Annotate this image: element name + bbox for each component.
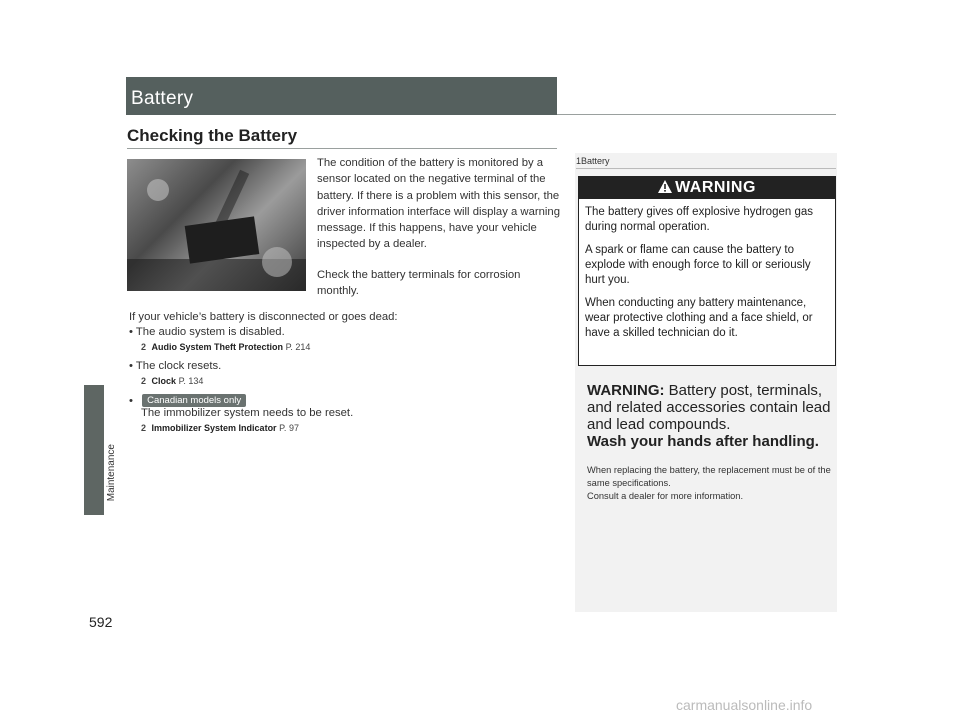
- sidebar-heading-rule: [576, 168, 836, 169]
- bullet-icon: •: [129, 360, 133, 372]
- note-line: Consult a dealer for more information.: [587, 491, 744, 501]
- bullet-icon: •: [129, 326, 133, 338]
- intro-paragraph-1: The condition of the battery is monitored by a sensor located on the negative terminal of the battery. If there is a problem with this sensor, the driver information interface will display a warning message. If this happens, have your vehicle inspected by a dealer.: [317, 157, 560, 251]
- lead-warning-emphasis: Wash your hands after handling.: [587, 433, 819, 450]
- reference-arrow-icon: 2: [141, 342, 147, 352]
- section-title: Battery: [131, 88, 194, 109]
- warning-box: [578, 176, 836, 366]
- reference-page[interactable]: P. 134: [178, 376, 204, 386]
- list-item-text: The clock resets.: [135, 360, 222, 372]
- cross-reference[interactable]: [141, 342, 559, 352]
- replacement-note: [587, 464, 832, 503]
- intro-paragraph-2: Check the battery terminals for corrosion monthly.: [317, 268, 521, 298]
- sidebar-heading-text: Battery: [581, 156, 610, 166]
- bullet-icon: •: [129, 395, 133, 407]
- side-tab-label: Maintenance: [105, 444, 117, 502]
- region-badge: Canadian models only: [142, 394, 246, 407]
- sidebar-heading: [576, 156, 610, 166]
- warning-paragraph: When conducting any battery maintenance, wear protective clothing and a face shield, or have a skilled technician do it.: [585, 297, 813, 339]
- dead-battery-lead: If your vehicle’s battery is disconnected or goes dead:: [129, 311, 398, 323]
- warning-paragraph: A spark or flame can cause the battery to explode with enough force to kill or seriously hurt you.: [585, 244, 811, 286]
- list-item-text: The immobilizer system needs to be reset.: [141, 407, 354, 419]
- cross-reference[interactable]: [141, 376, 559, 386]
- side-tab-label-wrap: [104, 438, 118, 508]
- battery-photo: [127, 159, 306, 291]
- lead-warning-text: [587, 382, 837, 433]
- reference-title[interactable]: Clock: [151, 376, 177, 386]
- warning-paragraph: The battery gives off explosive hydrogen gas during normal operation.: [585, 206, 814, 233]
- watermark: carmanualsonline.info: [676, 697, 813, 713]
- lead-warning-label: WARNING:: [587, 382, 665, 399]
- list-item-text: The audio system is disabled.: [135, 326, 285, 338]
- heading-rule: [127, 148, 557, 149]
- list-item: [129, 360, 559, 372]
- cross-reference[interactable]: [141, 423, 559, 433]
- reference-title[interactable]: Audio System Theft Protection: [151, 342, 284, 352]
- warning-header: [579, 177, 835, 199]
- warning-body: [579, 199, 835, 341]
- list-item: [129, 394, 559, 407]
- sidebar-marker-icon: 1: [576, 156, 582, 166]
- warning-title: WARNING: [675, 179, 756, 196]
- reference-title[interactable]: Immobilizer System Indicator: [151, 423, 277, 433]
- note-line: When replacing the battery, the replacement must be of the same specifications.: [587, 465, 831, 488]
- lead-warning-body: Battery post, terminals, and related accessories contain lead and lead compounds.: [587, 382, 831, 433]
- intro-text: [317, 155, 561, 313]
- warning-triangle-icon: [658, 180, 672, 196]
- reference-page[interactable]: P. 214: [285, 342, 311, 352]
- reference-arrow-icon: 2: [141, 423, 147, 433]
- section-rule: [557, 114, 836, 115]
- reference-page[interactable]: P. 97: [279, 423, 299, 433]
- lead-warning: [587, 382, 837, 450]
- page-number: 592: [89, 614, 113, 630]
- side-tab-block: [84, 385, 104, 515]
- page-heading: Checking the Battery: [127, 126, 298, 145]
- dead-battery-section: [129, 311, 559, 441]
- list-item: [129, 326, 559, 338]
- reference-arrow-icon: 2: [141, 376, 147, 386]
